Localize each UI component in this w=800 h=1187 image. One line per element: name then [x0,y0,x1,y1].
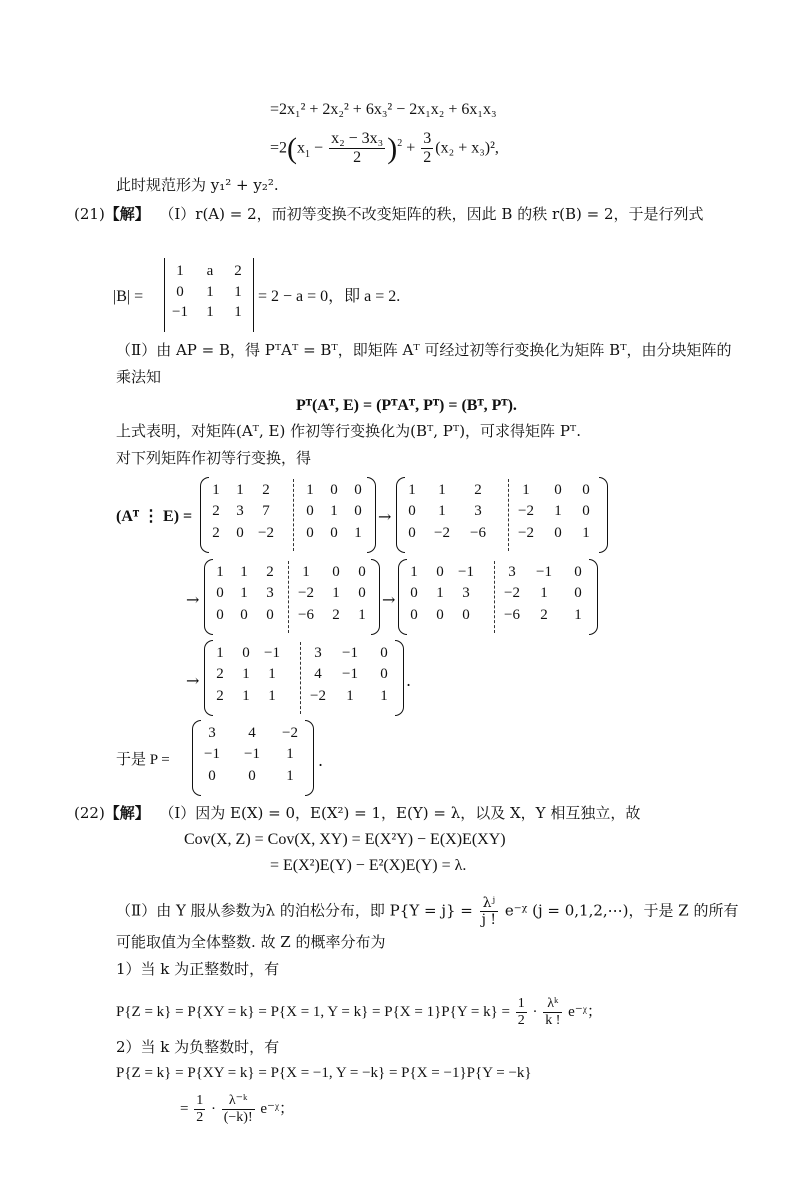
matrix-cell: 2 [212,503,220,520]
quadratic-expansion: =2x₁² + 2x₂² + 6x₃² − 2x₁x₂ + 6x₁x₃ [270,101,497,118]
matrix-cell: 0 [176,283,184,300]
period-1: . [406,671,412,690]
matrix-cell: 1 [540,585,548,602]
matrix-cell: 1 [176,263,184,279]
matrix-cell: −6 [470,524,486,541]
aug-lhs: (Aᵀ ⋮ E) = [116,508,193,525]
matrix-cell: 3 [208,725,216,741]
matrix-cell: 0 [436,606,444,623]
matrix-cell: 0 [358,564,366,580]
matrix-cell: 3 [474,503,482,520]
matrix-cell: 1 [216,564,224,580]
problem-21-header: (21)【解】 （Ⅰ）r(A) = 2，而初等变换不改变矩阵的秩，因此 B 的秩 r(B) = 2，于是行列式 [74,205,704,223]
matrix-cell: 1 [410,564,418,580]
completed-square: $=2(x_1$ − $\frac{\text{x₂ − 3x₃}}{2}$ )$^2$ + $\frac{3}{2}$ (x₂ + x₃)², [270,130,499,167]
matrix-cell: 1 [354,524,362,541]
matrix-cell: −1 [342,666,358,683]
matrix-cell: 0 [266,606,274,623]
matrix-cell: 0 [332,564,340,580]
matrix-cell: 0 [574,564,582,580]
matrix-cell: 1 [236,482,244,498]
matrix-cell: 2 [474,482,482,498]
part2-line1: （Ⅱ）由 AP = B，得 PᵀAᵀ = Bᵀ，即矩阵 Aᵀ 可经过初等行变换化为矩阵 Bᵀ，由分块矩阵的 [116,341,732,359]
matrix-cell: −1 [458,564,474,580]
matrix-cell: −2 [282,725,298,741]
matrix-cell: 1 [268,666,276,683]
case-2-formula: P{Z = k} = P{XY = k} = P{X = −1, Y = −k} = P{X = −1}P{Y = −k} [116,1065,532,1081]
matrix-cell: 1 [522,482,530,498]
matrix-cell: 2 [540,606,548,623]
matrix-cell: 4 [314,666,322,683]
matrix-cell: 0 [408,503,416,520]
matrix-cell: 0 [354,503,362,520]
matrix-cell: 0 [574,585,582,602]
matrix-cell: 1 [574,606,582,623]
matrix-cell: −2 [518,524,534,541]
matrix-cell: 0 [216,585,224,602]
matrix-cell: 1 [554,503,562,520]
part2-line3: 上式表明，对矩阵(Aᵀ, E) 作初等行变换化为(Bᵀ, Pᵀ)，可求得矩阵 Pᵀ. [116,422,581,440]
matrix-cell: 2 [216,687,224,704]
arrow-1: → [378,507,392,526]
matrix-cell: −2 [434,524,450,541]
matrix-cell: 1 [206,304,214,321]
matrix-cell: 0 [236,524,244,541]
matrix-cell: 0 [380,645,388,661]
matrix-cell: 1 [408,482,416,498]
matrix-cell: 1 [332,585,340,602]
matrix-cell: −2 [298,585,314,602]
matrix-cell: 1 [302,564,310,580]
poisson-line: （Ⅱ）由 Y 服从参数为λ 的泊松分布，即 P{Y = j} = $\frac{\text{λʲ}}{j !}$ e⁻ᵡ (j = 0,1,2,⋯)，于是 Z 的所有 [116,895,739,929]
matrix-cell: −2 [504,585,520,602]
matrix-cell: 0 [582,482,590,498]
period-2: . [318,751,324,770]
matrix-cell: 2 [262,482,270,498]
normal-form-text: 此时规范形为 y₁² + y₂². [116,176,279,194]
matrix-cell: 0 [242,645,250,661]
matrix-cell: 0 [240,606,248,623]
matrix-cell: −1 [172,304,188,321]
matrix-P [192,720,314,796]
aug-matrix-1 [200,477,376,553]
matrix-cell: 1 [436,585,444,602]
matrix-cell: 0 [306,503,314,520]
problem-22-header: (22)【解】 （Ⅰ）因为 E(X) = 0，E(X²) = 1，E(Y) = λ，以及 X，Y 相互独立，故 [74,804,641,822]
matrix-cell: 2 [332,606,340,623]
aug-matrix-5 [204,640,404,716]
arrow-3: → [382,590,396,609]
matrix-cell: 2 [216,666,224,683]
matrix-cell: 1 [242,687,250,704]
determinant-matrix [162,258,256,332]
matrix-cell: 7 [262,503,270,520]
det-rhs: = 2 − a = 0，即 a = 2. [258,288,401,305]
matrix-cell: −1 [204,746,220,763]
matrix-cell: 3 [508,564,516,580]
case-2-result: = $\frac{1}{2}$ · $\frac{\text{λ⁻ᵏ}}{(-k)!}$ e⁻ᵡ； [180,1093,295,1126]
matrix-cell: −2 [518,503,534,520]
matrix-cell: 3 [462,585,470,602]
arrow-2: → [186,590,200,609]
matrix-cell: 0 [554,524,562,541]
matrix-cell: 2 [234,263,242,279]
possible-values-line: 可能取值为全体整数. 故 Z 的概率分布为 [116,933,386,951]
matrix-cell: 0 [358,585,366,602]
matrix-cell: 0 [208,767,216,784]
matrix-cell: −1 [264,645,280,661]
matrix-cell: 0 [410,606,418,623]
matrix-cell: 0 [354,482,362,498]
matrix-cell: 1 [286,746,294,763]
matrix-cell: 1 [212,482,220,498]
arrow-4: → [186,671,200,690]
matrix-cell: 0 [380,666,388,683]
matrix-cell: −1 [342,645,358,661]
matrix-cell: 1 [286,767,294,784]
matrix-cell: 3 [236,503,244,520]
block-product-eq: Pᵀ(Aᵀ, E) = (PᵀAᵀ, Pᵀ) = (Bᵀ, Pᵀ). [296,397,517,414]
matrix-cell: 0 [306,524,314,541]
matrix-cell: 1 [358,606,366,623]
matrix-cell: 0 [436,564,444,580]
matrix-cell: 1 [438,503,446,520]
matrix-cell: 1 [582,524,590,541]
matrix-cell: 0 [248,767,256,784]
matrix-cell: 1 [206,283,214,300]
matrix-cell: 0 [554,482,562,498]
so-p-label: 于是 P = [116,752,170,768]
matrix-cell: −1 [536,564,552,580]
matrix-cell: 1 [240,585,248,602]
matrix-cell: 0 [330,482,338,498]
matrix-cell: 1 [306,482,314,498]
part2-line4: 对下列矩阵作初等行变换，得 [116,449,312,467]
matrix-cell: 3 [314,645,322,661]
matrix-cell: 2 [266,564,274,580]
case-2-label: 2）当 k 为负整数时，有 [116,1038,280,1056]
matrix-cell: −6 [298,606,314,623]
matrix-cell: 1 [330,503,338,520]
matrix-cell: 2 [212,524,220,541]
matrix-cell: 0 [462,606,470,623]
matrix-cell: −2 [310,687,326,704]
matrix-cell: 1 [380,687,388,704]
matrix-cell: 1 [240,564,248,580]
aug-matrix-3 [204,559,380,635]
matrix-cell: 0 [330,524,338,541]
matrix-cell: 0 [582,503,590,520]
aug-matrix-4 [398,559,598,635]
matrix-cell: 1 [242,666,250,683]
matrix-cell: 0 [410,585,418,602]
cov-line-2: = E(X²)E(Y) − E²(X)E(Y) = λ. [270,857,467,874]
case-1-formula: P{Z = k} = P{XY = k} = P{X = 1, Y = k} = P{X = 1}P{Y = k} = $\frac{1}{2}$ · $\frac{\text{λᵏ}}{k !}$ e⁻ᵡ； [116,996,602,1029]
matrix-cell: 3 [266,585,274,602]
matrix-cell: 0 [408,524,416,541]
matrix-cell: 1 [346,687,354,704]
matrix-cell: 1 [234,304,242,321]
matrix-cell: −6 [504,606,520,623]
matrix-cell: a [206,263,214,279]
matrix-cell: −2 [258,524,274,541]
aug-matrix-2 [396,477,608,553]
matrix-cell: 4 [248,725,256,741]
part2-line2: 乘法知 [116,368,162,386]
matrix-cell: 0 [216,606,224,623]
matrix-cell: 1 [268,687,276,704]
cov-line-1: Cov(X, Z) = Cov(X, XY) = E(X²Y) − E(X)E(XY) [184,831,506,848]
matrix-cell: 1 [216,645,224,661]
matrix-cell: 1 [438,482,446,498]
matrix-cell: 1 [234,283,242,300]
case-1-label: 1）当 k 为正整数时，有 [116,960,280,978]
matrix-cell: −1 [244,746,260,763]
det-lhs: |B| = [113,288,144,305]
